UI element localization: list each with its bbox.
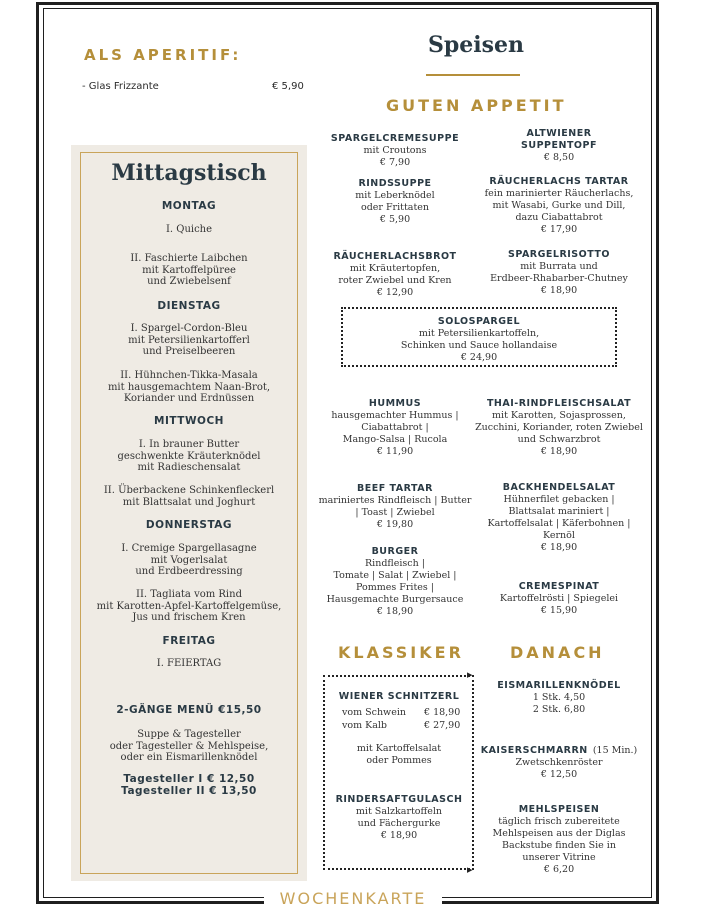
dish-backhendelsalat bbox=[474, 482, 644, 554]
rindersaftgulasch bbox=[325, 794, 473, 842]
dish-burger bbox=[320, 546, 470, 618]
dish-desc: Kartoffelrösti | Spiegelei bbox=[499, 593, 619, 604]
dish-price: € 17,90 bbox=[540, 224, 578, 235]
menu-description: Suppe & Tagesteller oder Tagesteller & Mehlspeise, oder ein Eismarillenknödel bbox=[109, 729, 269, 763]
dish-price: € 19,80 bbox=[376, 519, 414, 530]
dish-price: € 18,90 bbox=[376, 606, 414, 617]
dish-desc: hausgemachter Hummus | Ciabattabrot | Mango-Salsa | Rucola bbox=[331, 410, 459, 445]
dish-note: (15 Min.) bbox=[592, 745, 638, 756]
dish-title: RÄUCHERLACHS TARTAR bbox=[489, 176, 629, 187]
kalb-price: € 27,90 bbox=[424, 720, 461, 731]
speisen-title: Speisen bbox=[427, 32, 524, 58]
dish-price: € 12,90 bbox=[376, 287, 414, 298]
dish-price: € 18,90 bbox=[540, 542, 578, 553]
dish-title: RÄUCHERLACHSBROT bbox=[333, 251, 457, 262]
arrow-right-icon: ▸ bbox=[467, 668, 473, 681]
dish-title: THAI-RINDFLEISCHSALAT bbox=[486, 398, 632, 409]
aperitif-item: - Glas Frizzante bbox=[82, 81, 159, 92]
dish-price: € 11,90 bbox=[376, 446, 414, 457]
dish-desc: mit Croutons bbox=[363, 145, 427, 156]
dish-title: SOLOSPARGEL bbox=[437, 316, 521, 327]
dish-cremespinat bbox=[474, 581, 644, 617]
dish-title: CREMESPINAT bbox=[518, 581, 600, 592]
arrow-right-icon: ▸ bbox=[467, 863, 473, 876]
dish-price: € 8,50 bbox=[543, 152, 575, 163]
dienstag-item-1: I. Spargel-Cordon-Bleu mit Petersilienkartofferl und Preiselbeeren bbox=[128, 323, 250, 357]
dish-price: € 7,90 bbox=[379, 157, 411, 168]
dish-title: KAISERSCHMARRN bbox=[480, 745, 588, 756]
dienstag-item-2: II. Hühnchen-Tikka-Masala mit hausgemachtem Naan-Brot, Koriander und Erdnüssen bbox=[107, 370, 271, 404]
dish-desc: mariniertes Rindfleisch | Butter | Toast | Zwiebel bbox=[318, 495, 472, 518]
eismarillenknoedel bbox=[484, 680, 634, 716]
aperitif-price: € 5,90 bbox=[272, 81, 304, 92]
klassiker-heading: KLASSIKER bbox=[338, 643, 464, 662]
dish-desc: Hühnerfilet gebacken | Blattsalat mariniert | Kartoffelsalat | Käferbohnen | Kernöl bbox=[487, 494, 631, 541]
dish-title: RINDERSAFTGULASCH bbox=[335, 794, 463, 805]
dish-desc: mit Leberknödel oder Frittaten bbox=[355, 190, 435, 213]
dish-title: WIENER SCHNITZERL bbox=[338, 691, 460, 702]
dish-rindssuppe bbox=[320, 178, 470, 226]
day-freitag: FREITAG bbox=[162, 635, 216, 647]
dish-price: € 18,90 bbox=[380, 830, 418, 841]
dish-hummus bbox=[320, 398, 470, 458]
dish-spargelrisotto bbox=[474, 249, 644, 297]
day-montag: MONTAG bbox=[161, 200, 217, 212]
dish-price: € 24,90 bbox=[460, 352, 498, 363]
mittwoch-item-1: I. In brauner Butter geschwenkte Kräuterknödel mit Radieschensalat bbox=[117, 439, 261, 473]
dish-beef-tartar bbox=[314, 483, 476, 531]
freitag-item-1: I. FEIERTAG bbox=[156, 658, 222, 669]
dish-altwiener bbox=[484, 128, 634, 164]
speisen-underline bbox=[426, 74, 520, 76]
mehlspeisen bbox=[484, 804, 634, 876]
dish-title: BACKHENDELSALAT bbox=[502, 482, 616, 493]
donnerstag-item-2: II. Tagliata vom Rind mit Karotten-Apfel-Kartoffelgemüse, Jus und frischem Kren bbox=[96, 589, 282, 623]
dish-desc: fein marinierter Räucherlachs, mit Wasabi, Gurke und Dill, dazu Ciabattabrot bbox=[484, 188, 634, 223]
dish-spargelcremesuppe bbox=[320, 133, 470, 169]
schnitzel-side: mit Kartoffelsalat oder Pommes bbox=[356, 743, 442, 766]
aperitif-heading: ALS APERITIF: bbox=[84, 46, 242, 64]
dish-desc: mit Salzkartoffeln und Fächergurke bbox=[355, 806, 443, 829]
dish-desc: täglich frisch zubereitete Mehlspeisen aus der Diglas Backstube finden Sie in unserer Vitrine bbox=[492, 816, 626, 863]
dish-price: € 6,20 bbox=[543, 864, 575, 875]
dish-desc: mit Karotten, Sojasprossen, Zucchini, Koriander, roten Zwiebel und Schwarzbrot bbox=[475, 410, 643, 445]
wiener-schnitzerl bbox=[325, 691, 473, 703]
dish-desc: 1 Stk. 4,50 2 Stk. 6,80 bbox=[532, 692, 586, 715]
dish-thai-rindfleischsalat bbox=[470, 398, 648, 458]
dish-price: € 12,50 bbox=[540, 769, 578, 780]
dish-title: EISMARILLENKNÖDEL bbox=[497, 680, 621, 691]
tagesteller-1: Tagesteller I € 12,50 bbox=[123, 773, 255, 785]
dish-title: BEEF TARTAR bbox=[357, 483, 433, 494]
danach-heading: DANACH bbox=[510, 643, 605, 662]
dish-desc: mit Kräutertopfen, roter Zwiebel und Kren bbox=[338, 263, 452, 286]
montag-item-2: II. Faschierte Laibchen mit Kartoffelpüree und Zwiebelsenf bbox=[130, 253, 248, 287]
dish-solospargel bbox=[341, 316, 617, 364]
day-mittwoch: MITTWOCH bbox=[154, 415, 224, 427]
dish-price: € 18,90 bbox=[540, 285, 578, 296]
dish-title: ALTWIENER SUPPENTOPF bbox=[521, 128, 597, 151]
dish-desc: Rindfleisch | Tomate | Salat | Zwiebel | Pommes Frites | Hausgemachte Burgersauce bbox=[326, 558, 464, 605]
dish-desc: mit Burrata und Erdbeer-Rhabarber-Chutney bbox=[490, 261, 628, 284]
dish-title: RINDSSUPPE bbox=[358, 178, 432, 189]
day-donnerstag: DONNERSTAG bbox=[145, 519, 233, 531]
dish-title: HUMMUS bbox=[368, 398, 422, 409]
dish-title: SPARGELCREMESUPPE bbox=[330, 133, 460, 144]
montag-item-1: I. Quiche bbox=[165, 224, 213, 235]
dish-price: € 15,90 bbox=[540, 605, 578, 616]
dish-raeucherlachsbrot bbox=[320, 251, 470, 299]
schwein-label: vom Schwein bbox=[342, 707, 406, 718]
mittagstisch-title: Mittagstisch bbox=[111, 160, 267, 186]
dish-title: MEHLSPEISEN bbox=[518, 804, 600, 815]
kalb-label: vom Kalb bbox=[342, 720, 387, 731]
dish-price: € 18,90 bbox=[540, 446, 578, 457]
dish-desc: Zwetschkenröster bbox=[515, 757, 603, 768]
dish-title: SPARGELRISOTTO bbox=[508, 249, 610, 260]
dish-desc: mit Petersilienkartoffeln, Schinken und Sauce hollandaise bbox=[400, 328, 558, 351]
menu-heading: 2-GÄNGE MENÜ €15,50 bbox=[116, 704, 262, 716]
guten-appetit-heading: GUTEN APPETIT bbox=[386, 96, 567, 115]
tagesteller-2: Tagesteller II € 13,50 bbox=[121, 785, 257, 797]
footer-wochenkarte: WOCHENKARTE bbox=[279, 889, 427, 908]
schwein-price: € 18,90 bbox=[424, 707, 461, 718]
kaiserschmarrn bbox=[474, 738, 644, 781]
dish-title: BURGER bbox=[371, 546, 419, 557]
dish-price: € 5,90 bbox=[379, 214, 411, 225]
day-dienstag: DIENSTAG bbox=[157, 300, 221, 312]
dish-raeucherlachs-tartar bbox=[474, 176, 644, 236]
mittwoch-item-2: II. Überbackene Schinkenfleckerl mit Blattsalat und Joghurt bbox=[103, 485, 275, 508]
donnerstag-item-1: I. Cremige Spargellasagne mit Vogerlsalat und Erdbeerdressing bbox=[121, 543, 257, 577]
